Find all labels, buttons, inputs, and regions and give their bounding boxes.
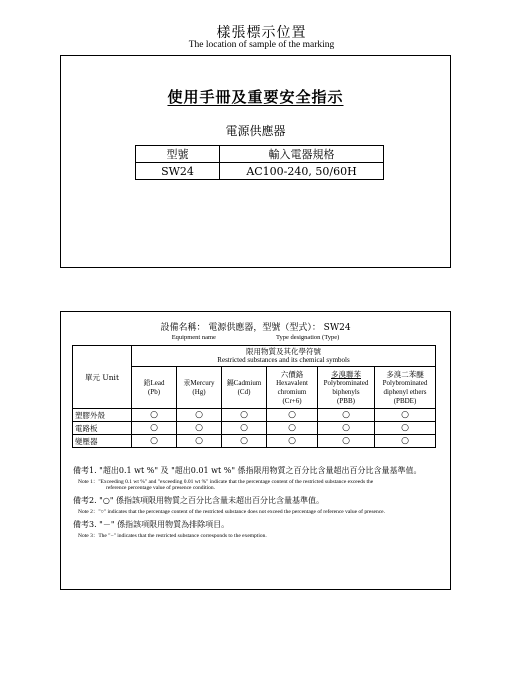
note-2-zh: 備考2. "○" 係指該項限用物質之百分比含量未超出百分比含量基準值。 (73, 496, 325, 505)
note-3-en: Note 3：The "−" indicates that the restricted substance corresponds to the exemption. (78, 533, 267, 539)
restricted-header: 限用物質及其化學符號 Restricted substances and its chemical symbols (132, 346, 436, 367)
mark-cell: ○ (375, 435, 436, 448)
note-1-zh: 備考1. "超出0.1 wt %" 及 "超出0.01 wt %" 係指限用物質之百分比含量超出百分比含量基準值。 (73, 466, 422, 475)
manual-title: 使用手冊及重要安全指示 (167, 88, 344, 106)
mark-cell: ○ (267, 409, 318, 422)
substance-lead: 鉛Lead (Pb) (132, 367, 177, 409)
mark-cell: ○ (375, 422, 436, 435)
manual-label-box (60, 55, 451, 268)
equipment-line: 設備名稱： 電源供應器，型號（型式）： SW24 (160, 323, 351, 333)
mark-cell: ○ (267, 435, 318, 448)
cell-input-spec: AC100-240, 50/60H (220, 163, 384, 180)
header-model: 型號 (136, 146, 220, 163)
header-input-spec: 輸入電器規格 (220, 146, 384, 163)
cell-model: SW24 (136, 163, 220, 180)
mark-cell: ○ (318, 422, 375, 435)
rohs-header (61, 323, 450, 343)
marking-title-zh: 樣張標示位置 (216, 25, 307, 41)
mark-cell: ○ (132, 435, 177, 448)
mark-cell: ○ (318, 435, 375, 448)
unit-row-label: 塑膠外殼 (73, 409, 132, 422)
marking-title-en: The location of sample of the marking (188, 40, 335, 50)
mark-cell: ○ (177, 422, 222, 435)
mark-cell: ○ (222, 435, 267, 448)
mark-cell: ○ (267, 422, 318, 435)
equipment-en-line: Equipment name Type designation (Type) (171, 334, 340, 341)
substance-mercury: 汞Mercury (Hg) (177, 367, 222, 409)
mark-cell: ○ (375, 409, 436, 422)
note-3-zh: 備考3. "－" 係指該項限用物質為排除項目。 (73, 520, 230, 529)
mark-cell: ○ (222, 422, 267, 435)
unit-row-label: 變壓器 (73, 435, 132, 448)
unit-header: 單元 Unit (73, 346, 132, 409)
note-2-en: Note 2："○" indicates that the percentage content of the restricted substance does not exceed the percentage of reference value of presence. (78, 509, 385, 515)
unit-row-label: 電路板 (73, 422, 132, 435)
mark-cell: ○ (177, 409, 222, 422)
note-1-en-cont: reference percentage value of presence condition. (106, 485, 216, 491)
substance-pbb: 多溴聯苯 Polybrominated biphenyls (PBB) (318, 367, 375, 409)
substance-cadmium: 鎘Cadmium (Cd) (222, 367, 267, 409)
mark-cell: ○ (132, 409, 177, 422)
model-spec-table (135, 145, 384, 180)
rohs-table (72, 345, 436, 448)
substance-pbde: 多溴二苯醚 Polybrominated diphenyl ethers (PBDE) (375, 367, 436, 409)
rohs-label-box (60, 311, 451, 590)
manual-subtitle: 電源供應器 (225, 124, 286, 138)
mark-cell: ○ (177, 435, 222, 448)
note-1-en: Note 1："Exceeding 0.1 wt %" and "exceeding 0.01 wt %" indicate that the percentage content of the restricted substance exceeds the (78, 479, 374, 485)
mark-cell: ○ (222, 409, 267, 422)
substance-chromium: 六價鉻 Hexavalent chromium (Cr+6) (267, 367, 318, 409)
mark-cell: ○ (318, 409, 375, 422)
mark-cell: ○ (132, 422, 177, 435)
